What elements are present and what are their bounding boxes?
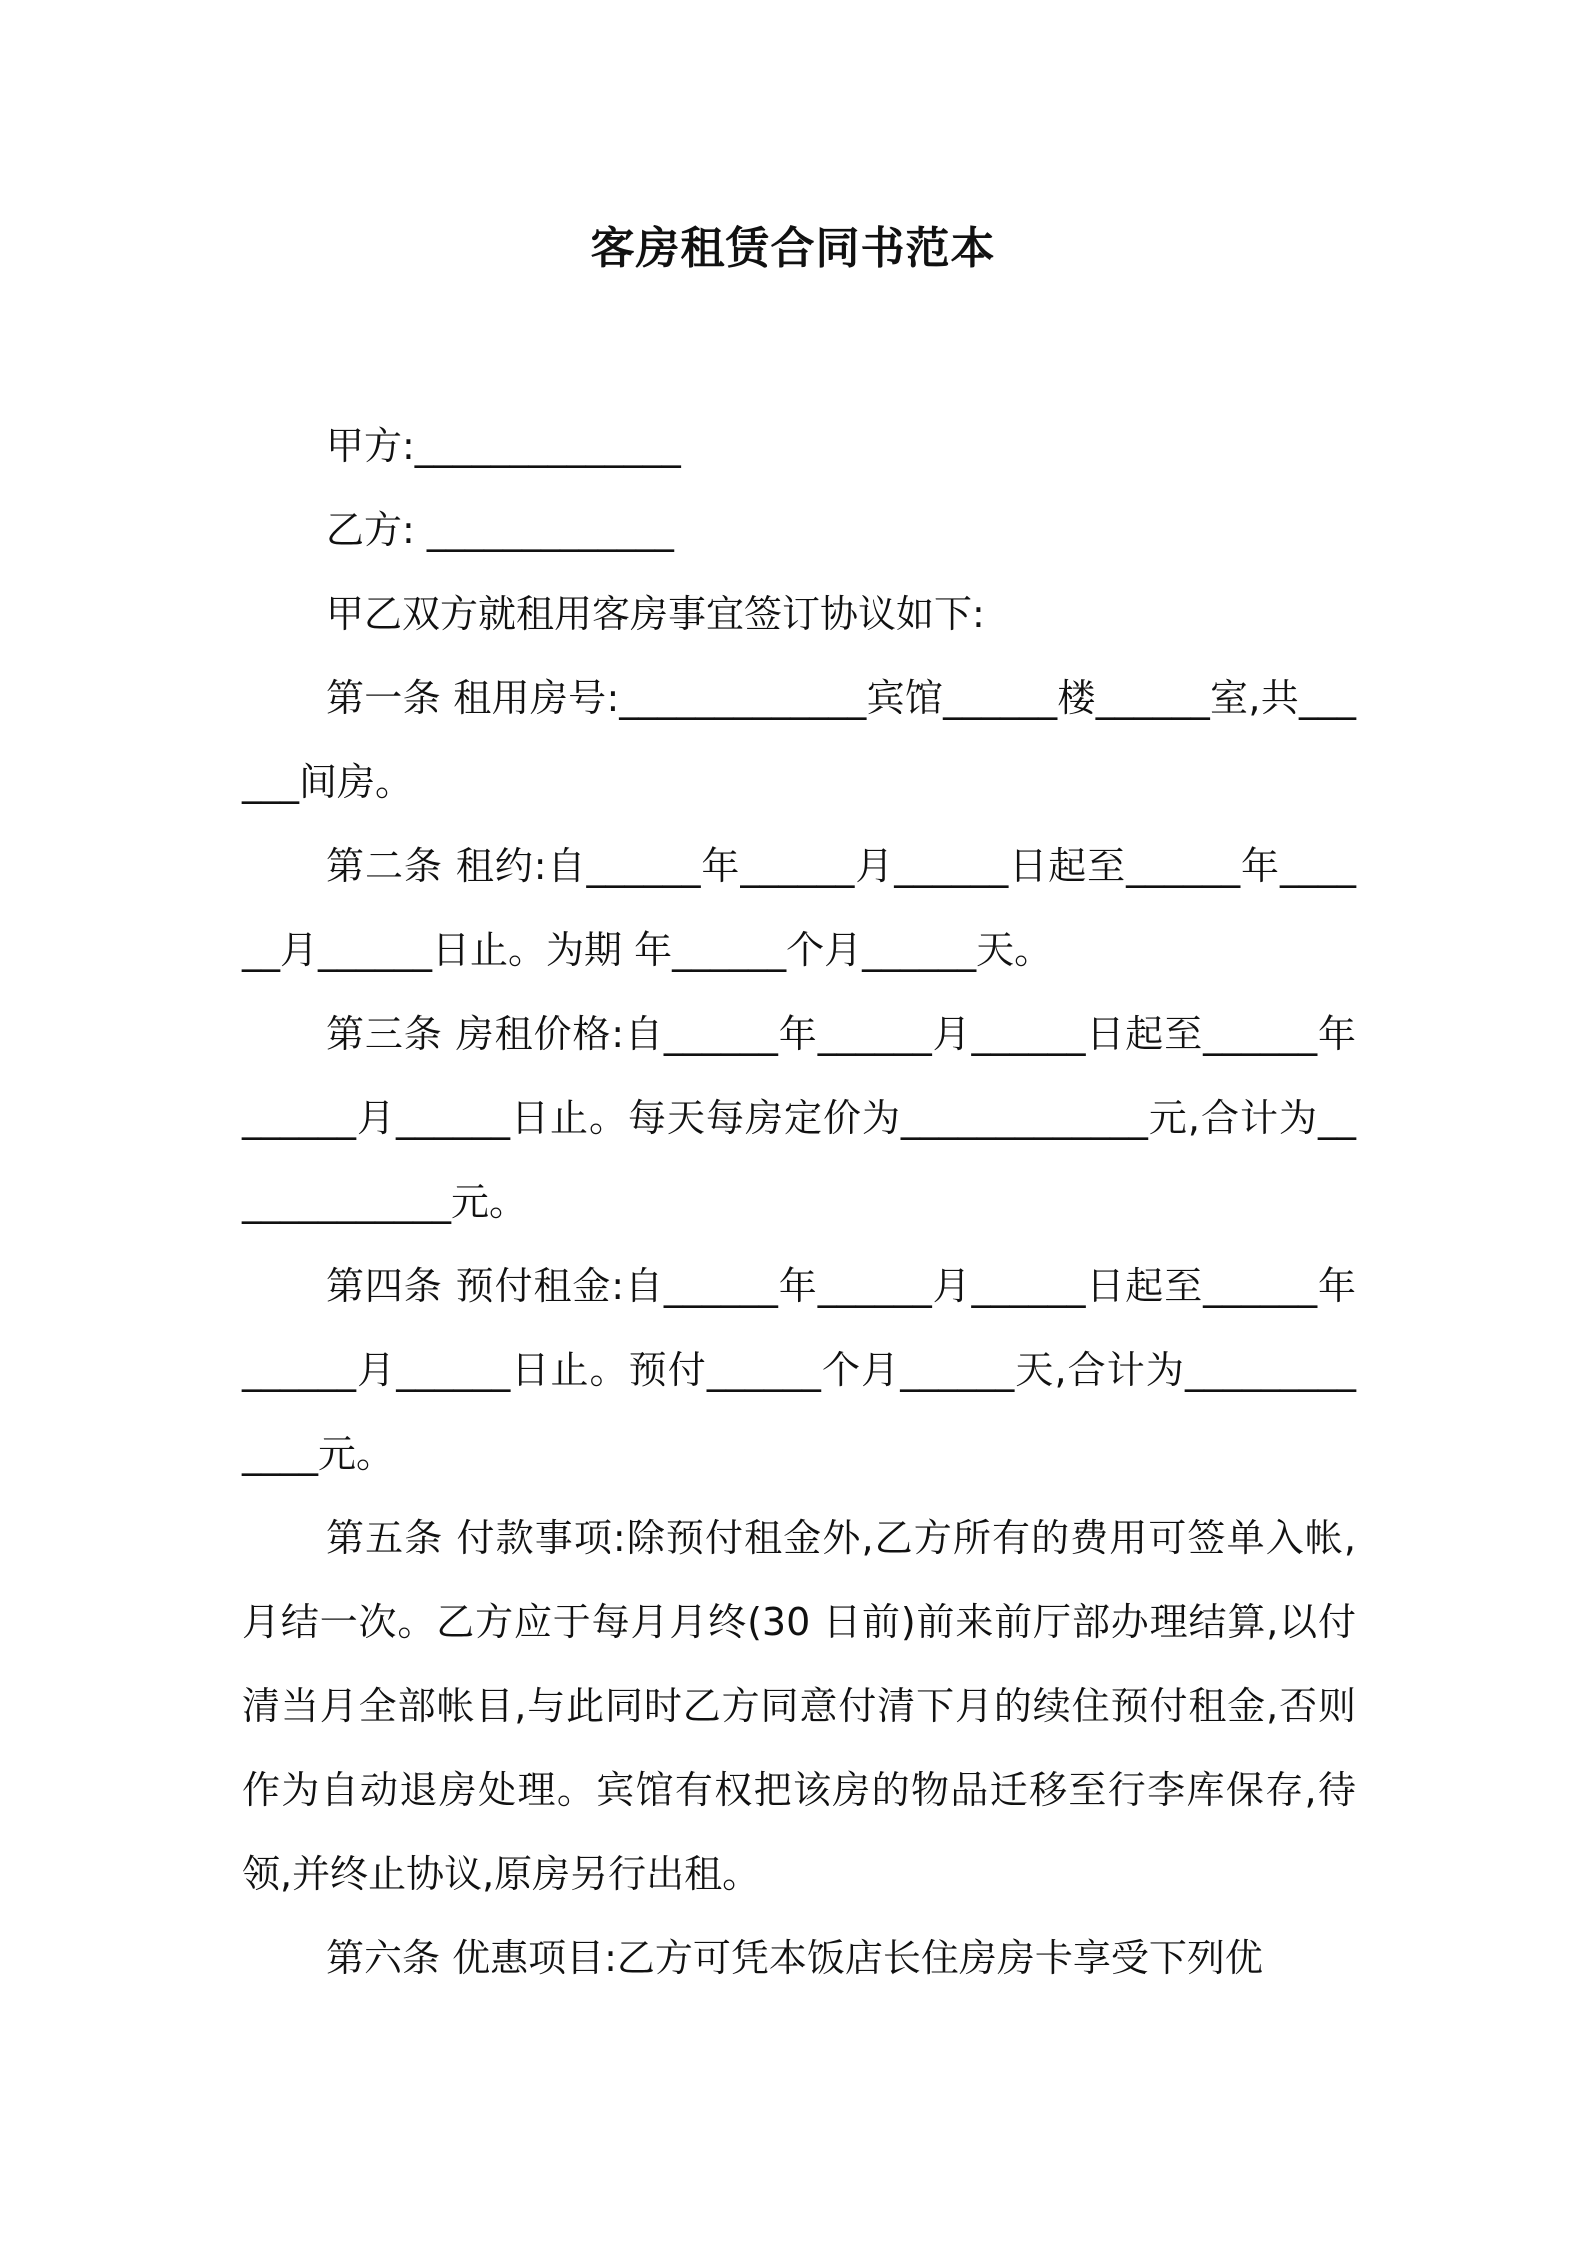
article-1-room-number: 第一条 租用房号:_____________宾馆______楼______室,共______间房。 xyxy=(242,676,1356,804)
document-body xyxy=(242,404,1356,2000)
party-a-line: 甲方:______________ xyxy=(326,424,681,468)
agreement-intro: 甲乙双方就租用客房事宜签订协议如下: xyxy=(326,592,985,636)
document-title: 客房租赁合同书范本 xyxy=(590,223,996,274)
article-5-payment-terms: 第五条 付款事项:除预付租金外,乙方所有的费用可签单入帐,月结一次。乙方应于每月月终(30 日前)前来前厅部办理结算,以付清当月全部帐目,与此同时乙方同意付清下月的续住预付租金,否则作为自动退房处理。宾馆有权把该房的物品迁移至行李库保存,待领,并终止协议,原房另行出租。 xyxy=(242,1516,1356,1896)
article-4-prepaid-rent: 第四条 预付租金:自______年______月______日起至______年______月______日止。预付______个月______天,合计为_____________元。 xyxy=(242,1264,1356,1476)
article-3-room-price: 第三条 房租价格:自______年______月______日起至______年______月______日止。每天每房定价为_____________元,合计为_____________元。 xyxy=(242,1012,1356,1224)
article-2-lease-term: 第二条 租约:自______年______月______日起至______年______月______日止。为期 年______个月______天。 xyxy=(242,844,1356,972)
party-b-line: 乙方: _____________ xyxy=(326,508,674,552)
article-6-discounts: 第六条 优惠项目:乙方可凭本饭店长住房房卡享受下列优 xyxy=(326,1936,1263,1980)
